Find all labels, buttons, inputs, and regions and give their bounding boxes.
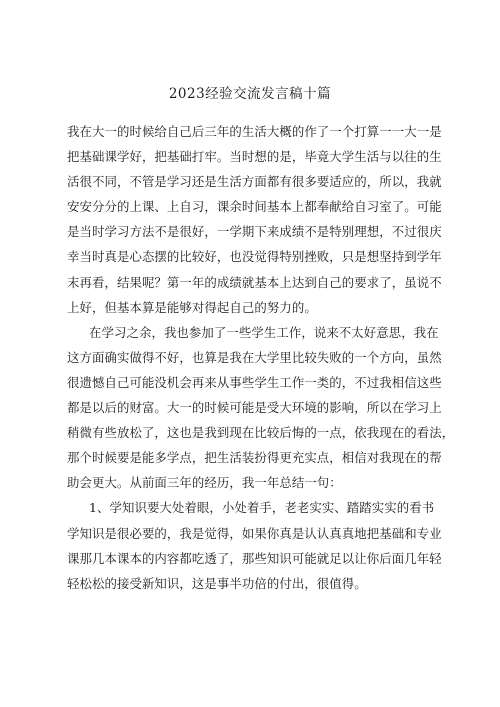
text-line: 1、学知识要大处着眼，小处着手，老老实实、踏踏实实的看书	[89, 500, 435, 516]
text-line: 幸当时真是心态摆的比较好，也没觉得特别挫败，只是想坚持到学年	[67, 249, 442, 265]
text-line: 那个时候要是能多学点，把生活装扮得更充实点，相信对我现在的帮	[67, 450, 442, 466]
text-line: 课那几本课本的内容都吃透了，那些知识可能就足以让你后面几年轻	[67, 550, 442, 566]
text-line: 学知识是很必要的，我是觉得，如果你真是认认真真地把基础和专业	[67, 525, 442, 541]
text-line: 活很不同，不管是学习还是生活方面都有很多要适应的，所以，我就	[67, 174, 442, 190]
document-title: 2023经验交流发言稿十篇	[168, 86, 332, 102]
text-line: 在学习之余，我也参加了一些学生工作，说来不太好意思，我在	[89, 324, 439, 340]
text-line: 末再看，结果呢？第一年的成绩就基本上达到自己的要求了，虽说不	[67, 274, 442, 290]
text-line: 我在大一的时候给自己后三年的生活大概的作了一个打算一一大一是	[67, 124, 442, 139]
text-line: 上好，但基本算是能够对得起自己的努力的。	[67, 299, 317, 315]
text-line: 是当时学习方法不是很好，一学期下来成绩不是特别理想，不过很庆	[67, 224, 442, 240]
text-line: 安安分分的上课、上自习，课余时间基本上都奉献给自习室了。可能	[67, 199, 442, 215]
document-body	[67, 119, 455, 596]
text-line: 这方面确实做得不好，也算是我在大学里比较失败的一个方向，虽然	[67, 349, 442, 365]
text-line: 助会更大。从前面三年的经历，我一年总结一句：	[67, 475, 342, 491]
text-line: 稍微有些放松了，这也是我到现在比较后悔的一点，依我现在的看法，	[67, 425, 455, 441]
text-line: 很遗憾自己可能没机会再来从事些学生工作一类的，不过我相信这些	[67, 374, 442, 390]
text-line: 都是以后的财富。大一的时候可能是受大环境的影响，所以在学习上	[67, 400, 442, 416]
text-line: 把基础课学好，把基础打牢。当时想的是，毕竟大学生活与以往的生	[67, 149, 442, 165]
text-line: 轻松松的接受新知识，这是事半功倍的付出，很值得。	[67, 575, 367, 591]
